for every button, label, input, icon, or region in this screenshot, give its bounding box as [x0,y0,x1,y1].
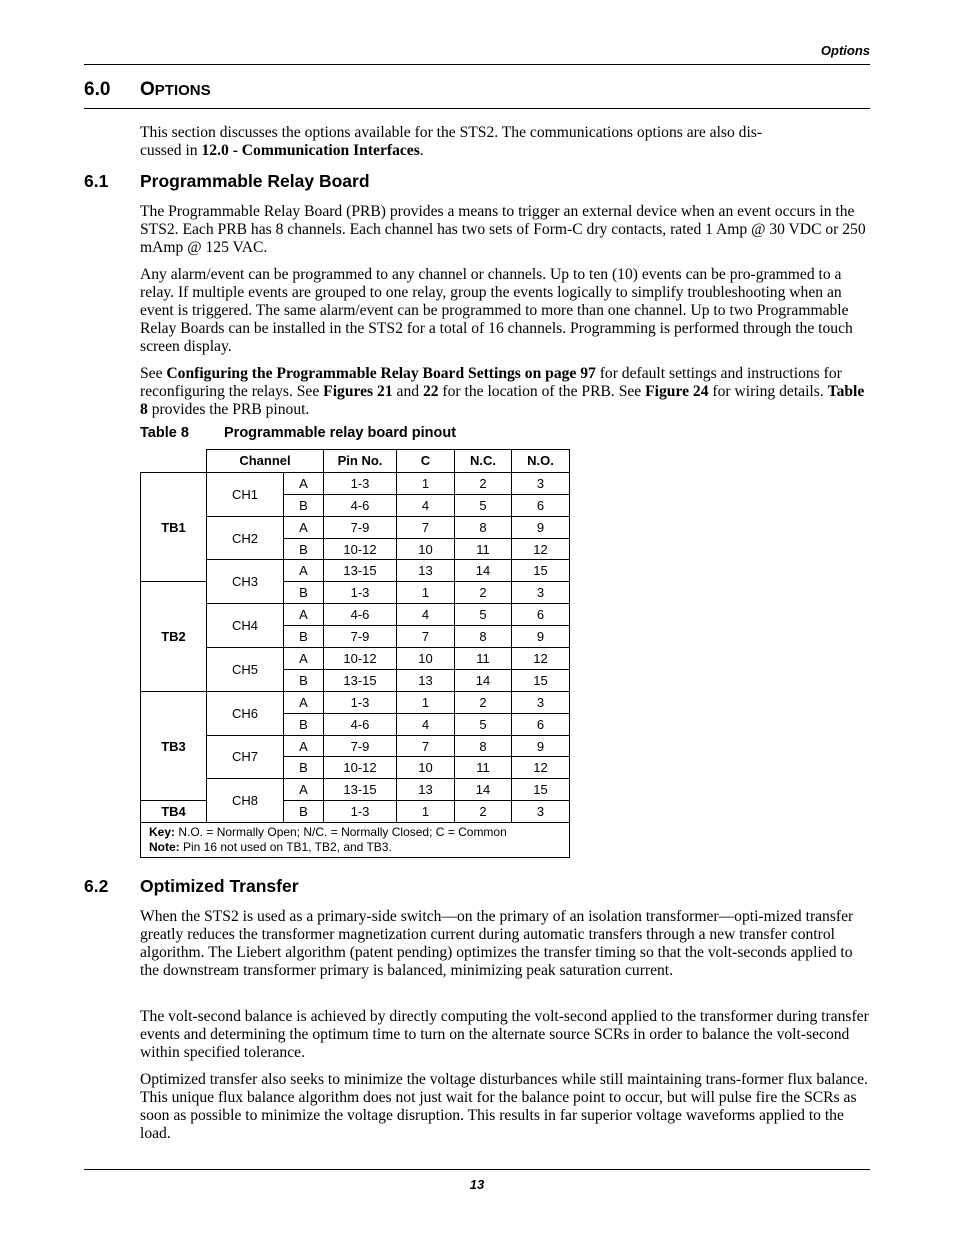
prb-pinout-table [140,449,570,858]
contact-set-cell: B [284,626,324,648]
contact-set-cell: B [284,582,324,604]
optimized-paragraph-1: When the STS2 is used as a primary-side switch—on the primary of an isolation transformer—opti-mized transfer greatly reduces the transformer magnetization current during automatic transfers through a new transfer control algorithm. The Liebert algorithm (patent pending) optimizes the transfer timing so that the volt-seconds applied to the downstream transformer primary is balanced, minimizing peak saturation current. [140,908,854,979]
pin-cell: 1-3 [324,691,397,713]
figure-reference: 22 [422,383,439,400]
section-title-initial: O [140,79,155,100]
contact-set-cell: A [284,735,324,757]
pin-cell: 10-12 [324,648,397,670]
contact-set-cell: A [284,472,324,494]
c-cell: 4 [397,604,455,626]
c-cell: 13 [397,560,455,582]
optimized-paragraph-3: Optimized transfer also seeks to minimize the voltage disturbances while still maintaining trans-former flux balance. This unique flux balance algorithm does not just wait for the balance point to occur, but will pulse fire the SCRs as soon as possible to minimize the voltage disruption. This results in far superior voltage waveforms applied to the load. [140,1071,868,1142]
table-caption [140,425,456,441]
terminal-block-cell: TB4 [141,801,207,823]
key-label: Key: [149,825,176,840]
no-cell: 12 [512,538,570,560]
table-row [141,472,570,494]
table-row [141,691,570,713]
contact-set-cell: B [284,669,324,691]
section-title-rest: PTIONS [154,82,211,99]
nc-cell: 5 [455,604,512,626]
contact-set-cell: A [284,604,324,626]
contact-set-cell: B [284,713,324,735]
running-header: Options [820,43,870,58]
no-cell: 15 [512,779,570,801]
pin-cell: 7-9 [324,516,397,538]
nc-cell: 5 [455,713,512,735]
terminal-block-cell: TB2 [141,582,207,691]
pin-cell: 10-12 [324,538,397,560]
intro-line-1: This section discusses the options available for the STS2. The communications options are also dis- [140,124,763,141]
table-caption-title: Programmable relay board pinout [224,425,457,441]
col-header-channel: Channel [207,450,324,473]
c-cell: 7 [397,516,455,538]
c-cell: 1 [397,801,455,823]
subsection-heading-6-2 [84,876,299,897]
no-cell: 6 [512,713,570,735]
c-cell: 10 [397,538,455,560]
nc-cell: 14 [455,669,512,691]
p3-text: for wiring details. [708,383,828,400]
channel-cell: CH6 [207,691,284,735]
contact-set-cell: B [284,757,324,779]
section-number: 6.0 [84,79,111,100]
prb-paragraph-2: Any alarm/event can be programmed to any channel or channels. Up to ten (10) events can be pro-grammed to a relay. If multiple events are grouped to one relay, group the events logically to simplify troubleshooting when an event is triggered. The same alarm/event can be programmed to more than one channel. Up to two Programmable Relay Boards can be installed in the STS2 for a total of 16 channels. Programming is performed through the touch screen display. [140,266,853,355]
intro-cross-reference: 12.0 - Communication Interfaces [201,142,420,159]
contact-set-cell: A [284,648,324,670]
channel-cell: CH8 [207,779,284,823]
footer-rule [84,1169,870,1170]
subsection-number: 6.1 [84,171,109,191]
nc-cell: 2 [455,582,512,604]
nc-cell: 2 [455,691,512,713]
c-cell: 10 [397,648,455,670]
no-cell: 6 [512,604,570,626]
subsection-heading-6-1 [84,171,370,192]
pin-cell: 7-9 [324,626,397,648]
channel-cell: CH4 [207,604,284,648]
key-text: N.O. = Normally Open; N/C. = Normally Closed; C = Common [175,825,507,840]
no-cell: 9 [512,735,570,757]
intro-line-2: cussed in [140,142,202,159]
table-corner [141,450,207,473]
nc-cell: 14 [455,560,512,582]
subsection-number: 6.2 [84,876,109,896]
c-cell: 1 [397,472,455,494]
c-cell: 13 [397,669,455,691]
nc-cell: 11 [455,538,512,560]
prb-paragraph-3 [140,365,870,419]
pin-cell: 13-15 [324,560,397,582]
header-rule [84,64,870,65]
c-cell: 7 [397,735,455,757]
pin-cell: 4-6 [324,604,397,626]
contact-set-cell: A [284,779,324,801]
no-cell: 9 [512,626,570,648]
table-row [141,801,570,823]
c-cell: 1 [397,582,455,604]
optimized-paragraph-2: The volt-second balance is achieved by directly computing the volt-second applied to the transformer during transfer events and determining the optimum time to turn on the alternate source SCRs in order to balance the volt-second within specified tolerance. [140,1008,869,1061]
no-cell: 6 [512,494,570,516]
pin-cell: 10-12 [324,757,397,779]
nc-cell: 11 [455,648,512,670]
contact-set-cell: B [284,538,324,560]
contact-set-cell: A [284,516,324,538]
c-cell: 4 [397,713,455,735]
no-cell: 3 [512,472,570,494]
subsection-title: Optimized Transfer [140,876,299,896]
no-cell: 12 [512,757,570,779]
config-cross-reference: Configuring the Programmable Relay Board Settings on page 97 [166,365,596,382]
pin-cell: 13-15 [324,779,397,801]
nc-cell: 2 [455,801,512,823]
pin-cell: 1-3 [324,582,397,604]
p3-text: for default settings and instructions for reconfiguring the relays. See [140,365,842,400]
contact-set-cell: B [284,494,324,516]
no-cell: 3 [512,582,570,604]
intro-paragraph [140,124,870,160]
note-text: Pin 16 not used on TB1, TB2, and TB3. [179,840,392,855]
section-rule [84,108,870,109]
p3-text: See [140,365,167,382]
no-cell: 15 [512,560,570,582]
col-header-pin: Pin No. [324,450,397,473]
pin-cell: 7-9 [324,735,397,757]
intro-period: . [419,142,424,159]
contact-set-cell: A [284,560,324,582]
c-cell: 7 [397,626,455,648]
figure-reference: Figure 24 [645,383,709,400]
note-label: Note: [149,840,180,855]
pin-cell: 13-15 [324,669,397,691]
pin-cell: 4-6 [324,494,397,516]
col-header-no: N.O. [512,450,570,473]
prb-paragraph-1: The Programmable Relay Board (PRB) provides a means to trigger an external device when an event occurs in the STS2. Each PRB has 8 channels. Each channel has two sets of Form-C dry contacts, rated 1 Amp @ 30 VDC or 250 mAmp @ 125 VAC. [140,203,866,256]
nc-cell: 2 [455,472,512,494]
no-cell: 9 [512,516,570,538]
nc-cell: 11 [455,757,512,779]
no-cell: 12 [512,648,570,670]
col-header-nc: N.C. [455,450,512,473]
c-cell: 13 [397,779,455,801]
contact-set-cell: B [284,801,324,823]
table-key-note [141,823,570,858]
contact-set-cell: A [284,691,324,713]
c-cell: 4 [397,494,455,516]
channel-cell: CH1 [207,472,284,516]
pin-cell: 4-6 [324,713,397,735]
table-caption-label: Table 8 [140,425,189,441]
pin-cell: 1-3 [324,472,397,494]
nc-cell: 8 [455,626,512,648]
pin-cell: 1-3 [324,801,397,823]
no-cell: 3 [512,691,570,713]
p3-text: and [392,383,423,400]
c-cell: 10 [397,757,455,779]
nc-cell: 8 [455,516,512,538]
terminal-block-cell: TB1 [141,472,207,581]
c-cell: 1 [397,691,455,713]
channel-cell: CH2 [207,516,284,560]
p3-text: for the location of the PRB. See [438,383,646,400]
table-row [141,582,570,604]
channel-cell: CH3 [207,560,284,604]
page-number: 13 [469,1177,485,1192]
col-header-c: C [397,450,455,473]
nc-cell: 5 [455,494,512,516]
channel-cell: CH7 [207,735,284,779]
nc-cell: 8 [455,735,512,757]
subsection-title: Programmable Relay Board [140,171,370,191]
table-reference: Table 8 [140,383,865,418]
terminal-block-cell: TB3 [141,691,207,800]
figure-reference: Figures 21 [323,383,393,400]
section-heading [84,79,211,101]
p3-text: provides the PRB pinout. [147,401,310,418]
channel-cell: CH5 [207,648,284,692]
no-cell: 3 [512,801,570,823]
no-cell: 15 [512,669,570,691]
nc-cell: 14 [455,779,512,801]
